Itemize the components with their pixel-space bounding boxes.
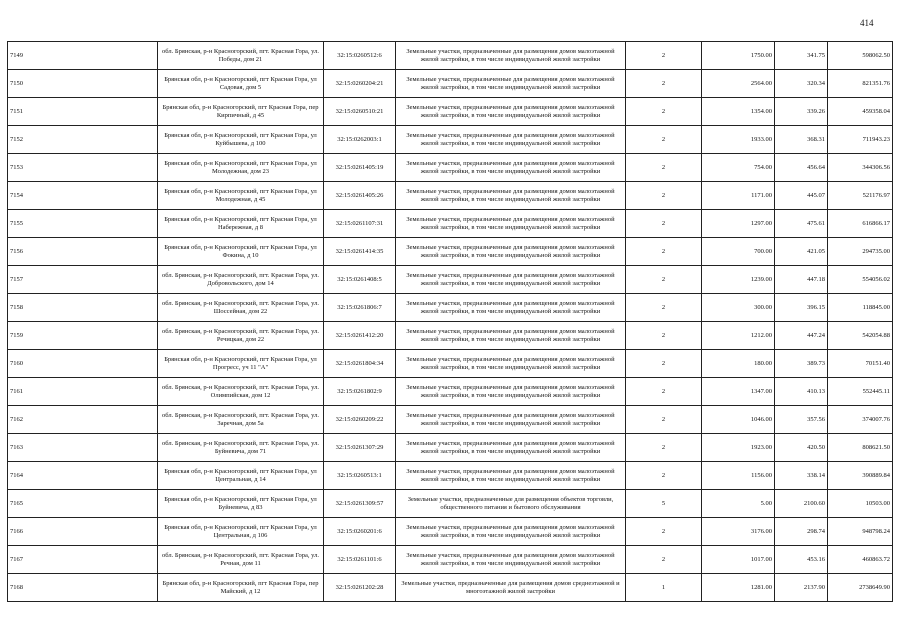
row-number: 7163: [8, 434, 158, 462]
unit-cost-cell: 320.34: [775, 70, 828, 98]
unit-cost-cell: 341.75: [775, 42, 828, 70]
cadastral-number-cell: 32:15:0261405:26: [324, 182, 396, 210]
group-cell: 2: [626, 70, 702, 98]
row-number: 7156: [8, 238, 158, 266]
cadastral-number-cell: 32:15:0260209:22: [324, 406, 396, 434]
unit-cost-cell: 475.61: [775, 210, 828, 238]
cadastral-value-cell: 616866.17: [828, 210, 893, 238]
land-use-cell: Земельные участки, предназначенные для размещения домов малоэтажной жилой застройки, в том числе индивидуальной жилой застройки: [396, 154, 626, 182]
table-row: [8, 406, 893, 434]
cadastral-value-cell: 552445.11: [828, 378, 893, 406]
land-use-cell: Земельные участки, предназначенные для размещения домов малоэтажной жилой застройки, в том числе индивидуальной жилой застройки: [396, 546, 626, 574]
cadastral-value-cell: 948798.24: [828, 518, 893, 546]
group-cell: 2: [626, 126, 702, 154]
unit-cost-cell: 445.07: [775, 182, 828, 210]
land-use-cell: Земельные участки, предназначенные для размещения домов малоэтажной жилой застройки, в том числе индивидуальной жилой застройки: [396, 434, 626, 462]
cadastral-value-cell: 118845.00: [828, 294, 893, 322]
row-number: 7154: [8, 182, 158, 210]
cadastral-number-cell: 32:15:0261101:6: [324, 546, 396, 574]
land-use-cell: Земельные участки, предназначенные для размещения домов малоэтажной жилой застройки, в том числе индивидуальной жилой застройки: [396, 70, 626, 98]
group-cell: 2: [626, 462, 702, 490]
table-row: [8, 182, 893, 210]
table-row: [8, 574, 893, 602]
row-number: 7166: [8, 518, 158, 546]
group-cell: 2: [626, 182, 702, 210]
table-row: [8, 210, 893, 238]
cadastral-number-cell: 32:15:0261202:28: [324, 574, 396, 602]
cadastral-value-cell: 711943.23: [828, 126, 893, 154]
area-cell: 1933.00: [702, 126, 775, 154]
cadastral-number-cell: 32:15:0261309:57: [324, 490, 396, 518]
address-cell: Брянская обл, р-н Красногорский, пгт Красная Гора, пер Майский, д 12: [158, 574, 324, 602]
row-number: 7160: [8, 350, 158, 378]
address-cell: Брянская обл, р-н Красногорский, пгт Красная Гора, ул Садовая, дом 5: [158, 70, 324, 98]
table-body: [8, 42, 893, 602]
cadastral-number-cell: 32:15:0261107:31: [324, 210, 396, 238]
row-number: 7159: [8, 322, 158, 350]
area-cell: 1347.00: [702, 378, 775, 406]
table-row: [8, 322, 893, 350]
row-number: 7162: [8, 406, 158, 434]
unit-cost-cell: 357.56: [775, 406, 828, 434]
address-cell: Брянская обл, р-н Красногорский, пгт Красная Гора, ул Прогресс, уч 11 "А": [158, 350, 324, 378]
cadastral-number-cell: 32:15:0260512:6: [324, 42, 396, 70]
land-use-cell: Земельные участки, предназначенные для размещения домов малоэтажной жилой застройки, в том числе индивидуальной жилой застройки: [396, 126, 626, 154]
group-cell: 2: [626, 210, 702, 238]
area-cell: 1046.00: [702, 406, 775, 434]
land-use-cell: Земельные участки, предназначенные для размещения домов малоэтажной жилой застройки, в том числе индивидуальной жилой застройки: [396, 238, 626, 266]
address-cell: Брянская обл, р-н Красногорский, пгт Красная Гора, ул Молодежная, дом 23: [158, 154, 324, 182]
unit-cost-cell: 453.16: [775, 546, 828, 574]
cadastral-value-cell: 542054.88: [828, 322, 893, 350]
area-cell: 1297.00: [702, 210, 775, 238]
land-use-cell: Земельные участки, предназначенные для размещения домов малоэтажной жилой застройки, в том числе индивидуальной жилой застройки: [396, 210, 626, 238]
table-row: [8, 266, 893, 294]
address-cell: Брянская обл, р-н Красногорский, пгт Красная Гора, ул Фокина, д 10: [158, 238, 324, 266]
cadastral-number-cell: 32:15:0260201:6: [324, 518, 396, 546]
land-use-cell: Земельные участки, предназначенные для размещения домов малоэтажной жилой застройки, в том числе индивидуальной жилой застройки: [396, 378, 626, 406]
table-row: [8, 546, 893, 574]
address-cell: обл. Брянская, р-н Красногорский, пгт. Красная Гора, ул. Олимпийская, дом 12: [158, 378, 324, 406]
area-cell: 1923.00: [702, 434, 775, 462]
area-cell: 3176.00: [702, 518, 775, 546]
cadastral-value-cell: 344306.56: [828, 154, 893, 182]
table-row: [8, 126, 893, 154]
unit-cost-cell: 420.50: [775, 434, 828, 462]
row-number: 7164: [8, 462, 158, 490]
cadastral-value-cell: 2738649.90: [828, 574, 893, 602]
address-cell: Брянская обл, р-н Красногорский, пгт Красная Гора, ул Набережная, д 8: [158, 210, 324, 238]
group-cell: 2: [626, 42, 702, 70]
row-number: 7151: [8, 98, 158, 126]
table-row: [8, 154, 893, 182]
group-cell: 5: [626, 490, 702, 518]
cadastral-number-cell: 32:15:0260513:1: [324, 462, 396, 490]
cadastral-number-cell: 32:15:0261804:34: [324, 350, 396, 378]
row-number: 7157: [8, 266, 158, 294]
group-cell: 2: [626, 266, 702, 294]
cadastral-number-cell: 32:15:0261405:19: [324, 154, 396, 182]
cadastral-number-cell: 32:15:0261408:5: [324, 266, 396, 294]
group-cell: 2: [626, 546, 702, 574]
land-registry-table: [7, 41, 893, 602]
table-row: [8, 98, 893, 126]
area-cell: 1171.00: [702, 182, 775, 210]
area-cell: 1281.00: [702, 574, 775, 602]
group-cell: 1: [626, 574, 702, 602]
unit-cost-cell: 389.73: [775, 350, 828, 378]
table-row: [8, 42, 893, 70]
table-row: [8, 350, 893, 378]
land-use-cell: Земельные участки, предназначенные для размещения домов малоэтажной жилой застройки, в том числе индивидуальной жилой застройки: [396, 294, 626, 322]
cadastral-value-cell: 521176.97: [828, 182, 893, 210]
area-cell: 1156.00: [702, 462, 775, 490]
row-number: 7152: [8, 126, 158, 154]
cadastral-value-cell: 554056.02: [828, 266, 893, 294]
land-use-cell: Земельные участки, предназначенные для размещения домов малоэтажной жилой застройки, в том числе индивидуальной жилой застройки: [396, 182, 626, 210]
address-cell: Брянская обл, р-н Красногорский, пгт Красная Гора, ул Молодежная, д 45: [158, 182, 324, 210]
unit-cost-cell: 298.74: [775, 518, 828, 546]
cadastral-value-cell: 598062.50: [828, 42, 893, 70]
cadastral-value-cell: 10503.00: [828, 490, 893, 518]
row-number: 7167: [8, 546, 158, 574]
cadastral-value-cell: 459358.04: [828, 98, 893, 126]
unit-cost-cell: 456.64: [775, 154, 828, 182]
address-cell: обл. Брянская, р-н Красногорский, пгт. Красная Гора, ул. Речная, дом 11: [158, 546, 324, 574]
cadastral-number-cell: 32:15:0262003:1: [324, 126, 396, 154]
area-cell: 700.00: [702, 238, 775, 266]
row-number: 7168: [8, 574, 158, 602]
group-cell: 2: [626, 518, 702, 546]
cadastral-number-cell: 32:15:0260510:21: [324, 98, 396, 126]
cadastral-number-cell: 32:15:0261802:9: [324, 378, 396, 406]
group-cell: 2: [626, 406, 702, 434]
land-use-cell: Земельные участки, предназначенные для размещения домов малоэтажной жилой застройки, в том числе индивидуальной жилой застройки: [396, 462, 626, 490]
area-cell: 1017.00: [702, 546, 775, 574]
row-number: 7153: [8, 154, 158, 182]
land-use-cell: Земельные участки, предназначенные для размещения домов среднеэтажной и многоэтажной жилой застройки: [396, 574, 626, 602]
unit-cost-cell: 338.14: [775, 462, 828, 490]
table-row: [8, 462, 893, 490]
row-number: 7165: [8, 490, 158, 518]
cadastral-number-cell: 32:15:0260204:21: [324, 70, 396, 98]
row-number: 7161: [8, 378, 158, 406]
land-use-cell: Земельные участки, предназначенные для размещения домов малоэтажной жилой застройки, в том числе индивидуальной жилой застройки: [396, 322, 626, 350]
unit-cost-cell: 2137.90: [775, 574, 828, 602]
cadastral-number-cell: 32:15:0261412:20: [324, 322, 396, 350]
unit-cost-cell: 396.15: [775, 294, 828, 322]
group-cell: 2: [626, 434, 702, 462]
cadastral-value-cell: 821351.76: [828, 70, 893, 98]
area-cell: 1354.00: [702, 98, 775, 126]
area-cell: 300.00: [702, 294, 775, 322]
area-cell: 180.00: [702, 350, 775, 378]
group-cell: 2: [626, 98, 702, 126]
land-use-cell: Земельные участки, предназначенные для размещения домов малоэтажной жилой застройки, в том числе индивидуальной жилой застройки: [396, 266, 626, 294]
land-use-cell: Земельные участки, предназначенные для размещения домов малоэтажной жилой застройки, в том числе индивидуальной жилой застройки: [396, 406, 626, 434]
address-cell: обл. Брянская, р-н Красногорский, пгт. Красная Гора, ул. Речицкая, дом 22: [158, 322, 324, 350]
row-number: 7155: [8, 210, 158, 238]
address-cell: Брянская обл, р-н Красногорский, пгт Красная Гора, ул Куйбышева, д 100: [158, 126, 324, 154]
page-number: 414: [860, 18, 874, 28]
group-cell: 2: [626, 154, 702, 182]
table-row: [8, 70, 893, 98]
area-cell: 1212.00: [702, 322, 775, 350]
land-use-cell: Земельные участки, предназначенные для размещения объектов торговли, общественного питания и бытового обслуживания: [396, 490, 626, 518]
row-number: 7150: [8, 70, 158, 98]
table-row: [8, 518, 893, 546]
table-row: [8, 490, 893, 518]
address-cell: Брянская обл, р-н Красногорский, пгт Красная Гора, пер Кирпичный, д 45: [158, 98, 324, 126]
address-cell: обл. Брянская, р-н Красногорский, пгт. Красная Гора, ул. Добровольского, дом 14: [158, 266, 324, 294]
area-cell: 1750.00: [702, 42, 775, 70]
table-row: [8, 434, 893, 462]
cadastral-number-cell: 32:15:0261806:7: [324, 294, 396, 322]
cadastral-value-cell: 294735.00: [828, 238, 893, 266]
table-row: [8, 238, 893, 266]
area-cell: 754.00: [702, 154, 775, 182]
row-number: 7149: [8, 42, 158, 70]
address-cell: обл. Брянская, р-н Красногорский, пгт. Красная Гора, ул. Заречная, дом 5а: [158, 406, 324, 434]
cadastral-value-cell: 70151.40: [828, 350, 893, 378]
area-cell: 1239.00: [702, 266, 775, 294]
group-cell: 2: [626, 322, 702, 350]
group-cell: 2: [626, 350, 702, 378]
row-number: 7158: [8, 294, 158, 322]
unit-cost-cell: 447.24: [775, 322, 828, 350]
area-cell: 2564.00: [702, 70, 775, 98]
address-cell: Брянская обл, р-н Красногорский, пгт Красная Гора, ул Буйневича, д 83: [158, 490, 324, 518]
land-use-cell: Земельные участки, предназначенные для размещения домов малоэтажной жилой застройки, в том числе индивидуальной жилой застройки: [396, 518, 626, 546]
area-cell: 5.00: [702, 490, 775, 518]
cadastral-value-cell: 808621.50: [828, 434, 893, 462]
table-row: [8, 294, 893, 322]
group-cell: 2: [626, 238, 702, 266]
cadastral-number-cell: 32:15:0261307:29: [324, 434, 396, 462]
address-cell: обл. Брянская, р-н Красногорский, пгт. Красная Гора, ул. Шоссейная, дом 22: [158, 294, 324, 322]
table-row: [8, 378, 893, 406]
cadastral-number-cell: 32:15:0261414:35: [324, 238, 396, 266]
address-cell: обл. Брянская, р-н Красногорский, пгт. Красная Гора, ул. Победы, дом 21: [158, 42, 324, 70]
cadastral-value-cell: 460863.72: [828, 546, 893, 574]
unit-cost-cell: 368.31: [775, 126, 828, 154]
land-use-cell: Земельные участки, предназначенные для размещения домов малоэтажной жилой застройки, в том числе индивидуальной жилой застройки: [396, 42, 626, 70]
group-cell: 2: [626, 294, 702, 322]
unit-cost-cell: 410.13: [775, 378, 828, 406]
unit-cost-cell: 447.18: [775, 266, 828, 294]
land-use-cell: Земельные участки, предназначенные для размещения домов малоэтажной жилой застройки, в том числе индивидуальной жилой застройки: [396, 98, 626, 126]
address-cell: обл. Брянская, р-н Красногорский, пгт. Красная Гора, ул. Буйневича, дом 71: [158, 434, 324, 462]
address-cell: Брянская обл, р-н Красногорский, пгт Красная Гора, ул Центральная, д 14: [158, 462, 324, 490]
group-cell: 2: [626, 378, 702, 406]
unit-cost-cell: 421.05: [775, 238, 828, 266]
unit-cost-cell: 2100.60: [775, 490, 828, 518]
cadastral-value-cell: 374007.76: [828, 406, 893, 434]
unit-cost-cell: 339.26: [775, 98, 828, 126]
cadastral-value-cell: 390889.84: [828, 462, 893, 490]
address-cell: Брянская обл, р-н Красногорский, пгт Красная Гора, ул Центральная, д 106: [158, 518, 324, 546]
land-use-cell: Земельные участки, предназначенные для размещения домов малоэтажной жилой застройки, в том числе индивидуальной жилой застройки: [396, 350, 626, 378]
